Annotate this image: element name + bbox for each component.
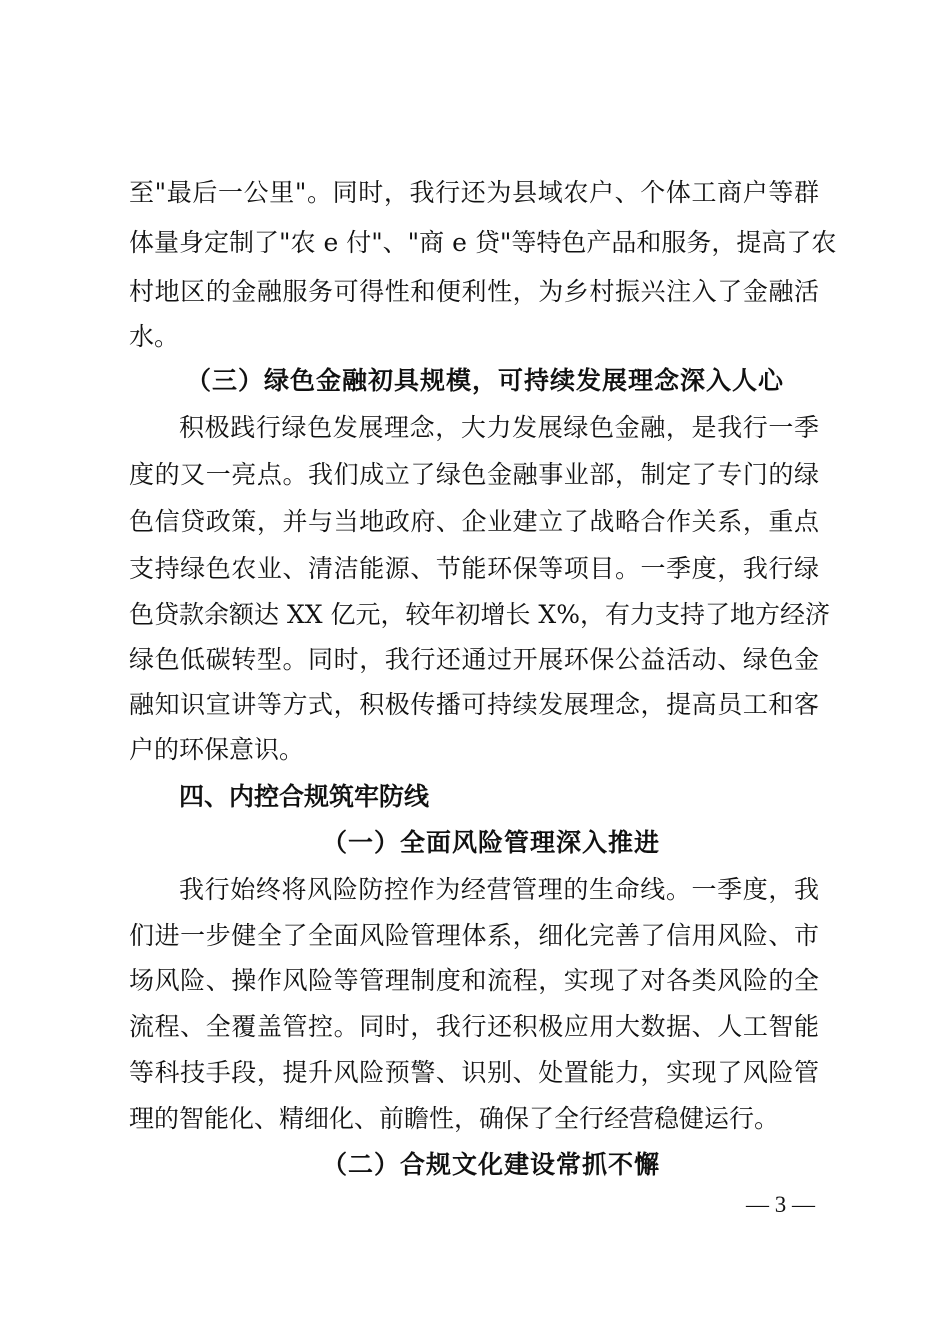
- para2-line-7: 融知识宣讲等方式，积极传播可持续发展理念，提高员工和客: [129, 690, 819, 719]
- para3-line-5: 等科技手段，提升风险预警、识别、处置能力，实现了风险管: [129, 1058, 819, 1087]
- para2-line-1: 积极践行绿色发展理念，大力发展绿色金融，是我行一季: [179, 413, 819, 442]
- para2-line-5: 色贷款余额达 XX 亿元，较年初增长 X%，有力支持了地方经济: [129, 600, 830, 629]
- para2-line-4: 支持绿色农业、清洁能源、节能环保等项目。一季度，我行绿: [129, 554, 819, 583]
- subsection-heading-3: （三）绿色金融初具规模，可持续发展理念深入人心: [186, 366, 785, 395]
- para1-line-4: 水。: [129, 322, 180, 351]
- para1-line-3: 村地区的金融服务可得性和便利性，为乡村振兴注入了金融活: [129, 277, 819, 306]
- para3-line-2: 们进一步健全了全面风险管理体系，细化完善了信用风险、市: [129, 921, 819, 950]
- para3-line-4: 流程、全覆盖管控。同时，我行还积极应用大数据、人工智能: [129, 1012, 819, 1041]
- para3-line-3: 场风险、操作风险等管理制度和流程，实现了对各类风险的全: [129, 966, 819, 995]
- para2-line-6: 绿色低碳转型。同时，我行还通过开展环保公益活动、绿色金: [129, 645, 819, 674]
- page-number: — 3 —: [746, 1192, 815, 1217]
- para3-line-1: 我行始终将风险防控作为经营管理的生命线。一季度，我: [179, 875, 819, 904]
- section-heading-4: 四、内控合规筑牢防线: [179, 782, 430, 811]
- subsection-heading-1: （一）全面风险管理深入推进: [322, 828, 661, 857]
- para2-line-3: 色信贷政策，并与当地政府、企业建立了战略合作关系，重点: [129, 507, 819, 536]
- para2-line-2: 度的又一亮点。我们成立了绿色金融事业部，制定了专门的绿: [129, 460, 819, 489]
- para3-line-6: 理的智能化、精细化、前瞻性，确保了全行经营稳健运行。: [129, 1104, 780, 1133]
- para1-line-1: 至"最后一公里"。同时，我行还为县域农户、个体工商户等群: [129, 178, 819, 207]
- para1-line-2: 体量身定制了"农 e 付"、"商 e 贷"等特色产品和服务，提高了农: [129, 228, 837, 257]
- subsection-heading-2: （二）合规文化建设常抓不懈: [322, 1150, 661, 1179]
- para2-line-8: 户的环保意识。: [129, 735, 305, 764]
